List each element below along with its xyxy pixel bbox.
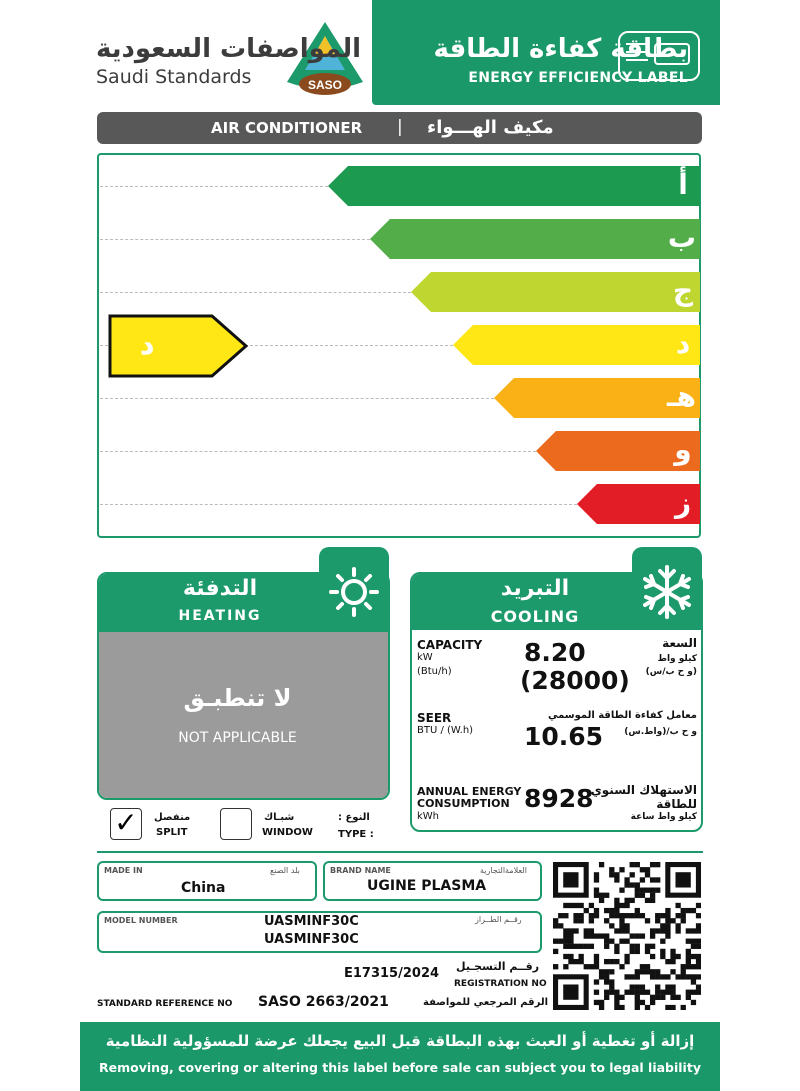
heating-na-en: NOT APPLICABLE	[178, 730, 297, 746]
class-label: أ	[678, 168, 688, 201]
class-label: ج	[672, 274, 694, 307]
capacity-unit1-en: kW	[417, 652, 433, 663]
footer-warning-ar: إزالة أو تغطية أو العبث بهذه البطاقة قبل البيع يجعلك عرضة للمسؤولية النظامية	[105, 1032, 695, 1050]
label-title-en: ENERGY EFFICIENCY LABEL	[468, 70, 688, 86]
cooling-title-en: COOLING	[490, 607, 580, 626]
scale-guide-line	[100, 239, 370, 240]
class-arrow	[411, 272, 700, 312]
annual-label-ar-1: الاستهلاك السنوي	[590, 783, 697, 797]
reg-label-en: REGISTRATION NO	[454, 979, 547, 989]
model-label-ar: رقــم الطــراز	[475, 915, 522, 924]
class-arrow	[453, 325, 701, 365]
seer-value: 10.65	[524, 722, 604, 751]
brand-value: UGINE PLASMA	[367, 878, 487, 894]
std-value: SASO 2663/2021	[258, 994, 389, 1010]
class-arrow	[370, 219, 701, 259]
class-arrow	[328, 166, 700, 206]
heating-title-en: HEATING	[178, 608, 262, 624]
window-checkbox[interactable]	[220, 808, 252, 840]
annual-unit-en: kWh	[417, 811, 440, 822]
product-bar	[97, 112, 702, 144]
window-label-en: WINDOW	[262, 827, 313, 838]
capacity-unit2-en: (Btu/h)	[417, 666, 452, 677]
made-in-label-en: MADE IN	[104, 866, 143, 875]
heating-icon-tab	[319, 547, 389, 625]
rating-label: د	[140, 328, 155, 361]
capacity-label-en: CAPACITY	[417, 638, 483, 652]
annual-value: 8928	[524, 784, 594, 813]
org-name-en: Saudi Standards	[96, 66, 252, 88]
made-in-value: China	[181, 880, 226, 896]
split-checkbox[interactable]: ✓	[110, 808, 142, 840]
qr-code[interactable]	[553, 862, 701, 1010]
split-label-ar: منفصل	[154, 812, 191, 823]
capacity-kw-value: 8.20	[524, 638, 586, 667]
cooling-icon-tab	[632, 547, 702, 625]
made-in-label-ar: بلد الصنع	[270, 866, 300, 875]
scale-guide-line	[100, 186, 328, 187]
brand-label-ar: العلامةالتجارية	[480, 866, 527, 875]
capacity-unit1-ar: كيلو واط	[657, 654, 697, 664]
capacity-unit2-ar: (و ح ب/س)	[645, 667, 697, 677]
scale-guide-line	[100, 398, 494, 399]
std-label-ar: الرقم المرجعي للمواصفة	[423, 997, 548, 1008]
snowflake-icon	[632, 547, 702, 625]
annual-label-en-1: ANNUAL ENERGY	[417, 785, 522, 798]
sun-icon	[319, 547, 389, 625]
rating-indicator	[108, 314, 250, 378]
label-title-ar: بطاقة كفاءة الطاقة	[433, 34, 688, 64]
class-label: ز	[674, 486, 692, 519]
rating-arrow	[110, 316, 246, 376]
window-label-ar: شبـاك	[264, 812, 295, 823]
footer-banner	[80, 1022, 720, 1091]
heating-title-ar: التدفئة	[182, 576, 258, 601]
reg-label-ar: رقــم التسجـيل	[456, 960, 540, 973]
footer-warning-en: Removing, covering or altering this label before sale can subject you to legal liability	[99, 1060, 701, 1075]
model-value-1: UASMINF30C	[264, 914, 359, 929]
type-label-en: TYPE :	[338, 829, 374, 840]
divider	[97, 851, 703, 853]
scale-guide-line	[100, 451, 536, 452]
annual-unit-ar: كيلو واط ساعة	[630, 812, 697, 822]
cooling-title-ar: التبريد	[500, 576, 570, 601]
type-label-ar: النوع :	[338, 812, 370, 823]
capacity-label-ar: السعة	[662, 636, 697, 650]
product-name-en: AIR CONDITIONER	[211, 119, 363, 137]
class-label: ب	[667, 221, 696, 254]
saso-logo-text: SASO	[307, 78, 343, 92]
org-name-ar: المواصفات السعودية	[96, 34, 362, 64]
class-label: هـ	[667, 380, 696, 413]
seer-label-ar: معامل كفاءة الطاقة الموسمي	[547, 710, 697, 721]
brand-label-en: BRAND NAME	[330, 866, 391, 875]
scale-guide-line	[100, 292, 411, 293]
product-name-ar: مكيف الهـــواء	[427, 117, 554, 138]
seer-unit-en: BTU / (W.h)	[417, 725, 474, 736]
class-label: د	[675, 327, 691, 360]
annual-label-en-2: CONSUMPTION	[417, 797, 510, 810]
scale-guide-line	[100, 504, 577, 505]
split-label-en: SPLIT	[156, 827, 188, 838]
heating-na-ar: لا تنطبـق	[183, 684, 292, 712]
reg-value: E17315/2024	[344, 966, 440, 981]
model-label-en: MODEL NUMBER	[104, 916, 178, 925]
product-separator: |	[397, 117, 403, 137]
seer-label-en: SEER	[417, 711, 452, 725]
std-label-en: STANDARD REFERENCE NO	[97, 999, 233, 1009]
seer-unit-ar: و ح ب/(واط.س)	[624, 727, 697, 737]
annual-label-ar-2: للطاقة	[656, 797, 697, 811]
class-label: و	[674, 433, 692, 466]
model-value-2: UASMINF30C	[264, 932, 359, 947]
capacity-btu-value: (28000)	[520, 666, 630, 695]
